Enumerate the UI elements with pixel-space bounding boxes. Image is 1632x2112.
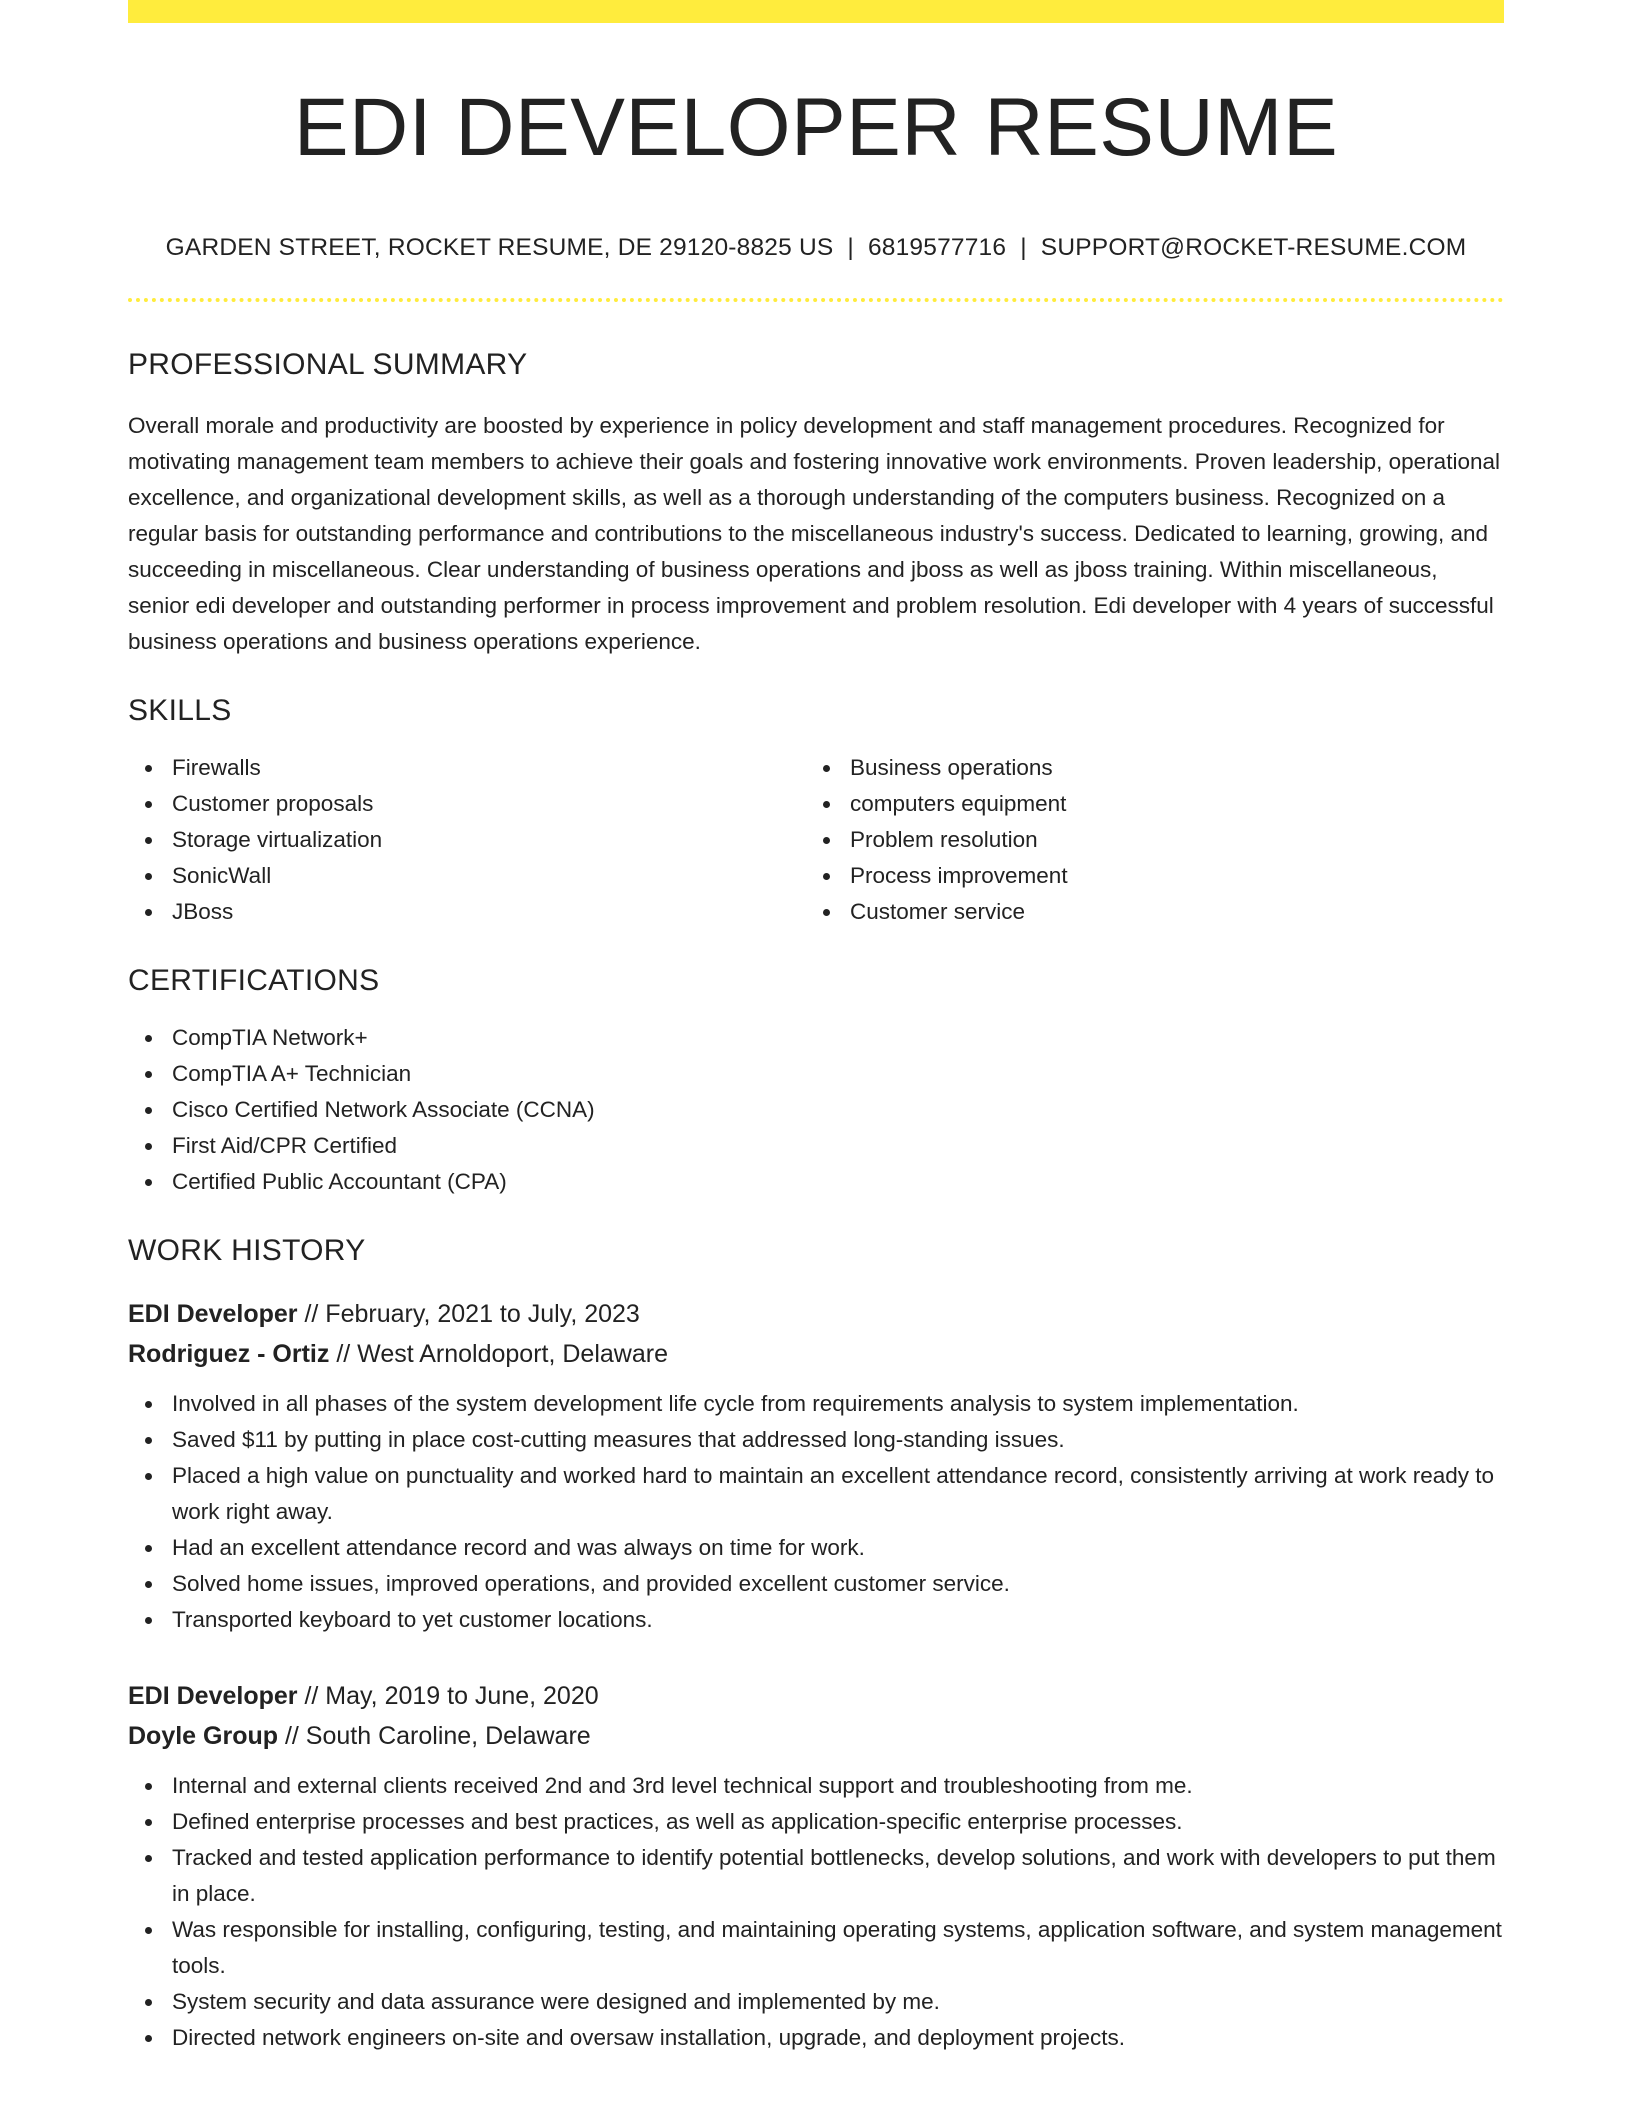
skill-item: Customer service [806, 894, 1484, 930]
contact-phone: 6819577716 [867, 234, 1007, 262]
job-entry [128, 1294, 1504, 1638]
summary-text: Overall morale and productivity are boosted by experience in policy development and staff management procedures. Recognized for motivating management team members to achieve their goals and fostering innovative work environments. Proven leadership, operational excellence, and organizational development skills, as well as a thorough understanding of the computers business. Recognized on a regular basis for outstanding performance and contributions to the miscellaneous industry's success. Dedicated to learning, growing, and succeeding in miscellaneous. Clear understanding of business operations and jboss as well as jboss training. Within miscellaneous, senior edi developer and outstanding performer in process improvement and problem resolution. Edi developer with 4 years of successful business operations and business operations experience. [128, 413, 1500, 655]
job-bullets [128, 1386, 1504, 1638]
contact-line [128, 233, 1504, 262]
job-bullet: Transported keyboard to yet customer locations. [128, 1602, 1504, 1638]
certifications-list [128, 1020, 1504, 1200]
job-company: Rodriguez - Ortiz [128, 1340, 330, 1369]
job-bullet: Defined enterprise processes and best practices, as well as application-specific enterprise processes. [128, 1804, 1504, 1840]
skills-heading: SKILLS [128, 694, 232, 728]
skills-column-left [128, 750, 806, 930]
job-bullet: Was responsible for installing, configuring, testing, and maintaining operating systems, application software, and system management tools. [128, 1912, 1504, 1984]
job-bullet: Directed network engineers on-site and oversaw installation, upgrade, and deployment projects. [128, 2020, 1504, 2056]
contact-address: GARDEN STREET, ROCKET RESUME, DE 29120-8825 US [165, 234, 834, 262]
skill-item: computers equipment [806, 786, 1484, 822]
accent-top-bar [128, 0, 1504, 23]
certification-item: Certified Public Accountant (CPA) [128, 1164, 1504, 1200]
skill-item: Customer proposals [128, 786, 806, 822]
job-role: EDI Developer [128, 1682, 298, 1711]
job-bullet: Tracked and tested application performance to identify potential bottlenecks, develop solutions, and work with developers to put them in place. [128, 1840, 1504, 1912]
dotted-divider [128, 298, 1504, 302]
job-role: EDI Developer [128, 1300, 298, 1329]
skill-item: Problem resolution [806, 822, 1484, 858]
resume-page [128, 0, 1504, 2056]
job-company: Doyle Group [128, 1722, 279, 1751]
certification-item: First Aid/CPR Certified [128, 1128, 1504, 1164]
resume-title: EDI DEVELOPER RESUME [293, 82, 1339, 173]
contact-email: SUPPORT@ROCKET-RESUME.COM [1040, 234, 1467, 262]
job-entry [128, 1676, 1504, 2056]
certification-item: CompTIA Network+ [128, 1020, 1504, 1056]
job-company-line [128, 1334, 1504, 1374]
job-bullet: Saved $11 by putting in place cost-cutting measures that addressed long-standing issues. [128, 1422, 1504, 1458]
job-location: // West Arnoldoport, Delaware [329, 1340, 668, 1369]
skill-item: SonicWall [128, 858, 806, 894]
skill-item: Storage virtualization [128, 822, 806, 858]
job-title-line [128, 1294, 1504, 1334]
job-bullet: Internal and external clients received 2nd and 3rd level technical support and troubleshooting from me. [128, 1768, 1504, 1804]
work-history-heading: WORK HISTORY [128, 1234, 366, 1268]
skill-item: Business operations [806, 750, 1484, 786]
job-bullets [128, 1768, 1504, 2056]
job-bullet: Involved in all phases of the system development life cycle from requirements analysis to system implementation. [128, 1386, 1504, 1422]
skills-column-right [806, 750, 1484, 930]
certifications-heading: CERTIFICATIONS [128, 964, 380, 998]
certification-item: CompTIA A+ Technician [128, 1056, 1504, 1092]
job-location: // South Caroline, Delaware [278, 1722, 591, 1751]
contact-separator: | [1020, 234, 1027, 262]
job-bullet: Solved home issues, improved operations, and provided excellent customer service. [128, 1566, 1504, 1602]
job-title-line [128, 1676, 1504, 1716]
skills-list [128, 750, 1504, 930]
skill-item: Firewalls [128, 750, 806, 786]
job-company-line [128, 1716, 1504, 1756]
certification-item: Cisco Certified Network Associate (CCNA) [128, 1092, 1504, 1128]
skill-item: Process improvement [806, 858, 1484, 894]
job-dates: // May, 2019 to June, 2020 [297, 1682, 599, 1711]
contact-separator: | [847, 234, 854, 262]
job-bullet: System security and data assurance were designed and implemented by me. [128, 1984, 1504, 2020]
job-bullet: Had an excellent attendance record and was always on time for work. [128, 1530, 1504, 1566]
summary-heading: PROFESSIONAL SUMMARY [128, 348, 528, 382]
job-dates: // February, 2021 to July, 2023 [297, 1300, 640, 1329]
skill-item: JBoss [128, 894, 806, 930]
job-bullet: Placed a high value on punctuality and worked hard to maintain an excellent attendance record, consistently arriving at work ready to work right away. [128, 1458, 1504, 1530]
